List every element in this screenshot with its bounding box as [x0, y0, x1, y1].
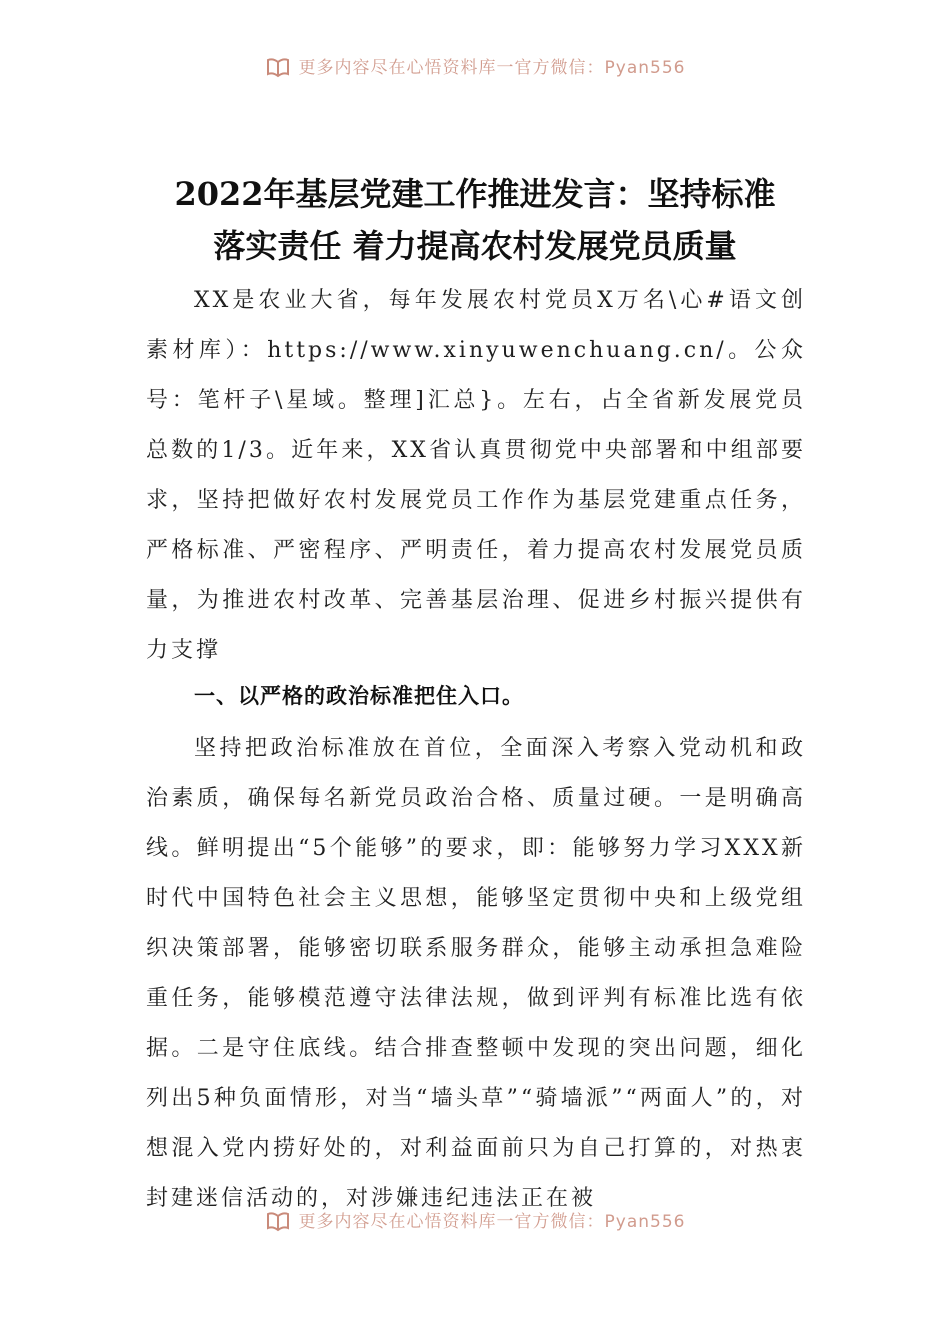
watermark-text: 更多内容尽在心悟资料库一官方微信：Pyan556	[298, 1211, 686, 1232]
watermark-footer	[0, 1210, 950, 1240]
title-line-1: 2022年基层党建工作推进发言：坚持标准	[174, 175, 776, 213]
watermark-header	[0, 56, 950, 86]
book-logo-icon	[265, 56, 291, 78]
intro-paragraph: XX是农业大省，每年发展农村党员X万名\心#语文创素材库）：https://www.xinyuwenchuang.cn/。公众号：笔杆子\星域。整理]汇总}。左右，占全省新发展党员总数的1/3。近年来，XX省认真贯彻党中央部署和中组部要求，坚持把做好农村发展党员工作作为基层党建重点任务，严格标准、严密程序、严明责任，着力提高农村发展党员质量，为推进农村改革、完善基层治理、促进乡村振兴提供有力支撑	[146, 288, 806, 663]
page-title	[100, 168, 850, 272]
book-logo-icon	[265, 1210, 291, 1232]
watermark-text: 更多内容尽在心悟资料库一官方微信：Pyan556	[298, 57, 686, 78]
section-heading: 一、以严格的政治标准把住入口。	[194, 684, 524, 708]
section-paragraph: 坚持把政治标准放在首位，全面深入考察入党动机和政治素质，确保每名新党员政治合格、质量过硬。一是明确高线。鲜明提出“5个能够”的要求，即：能够努力学习XXX新时代中国特色社会主义思想，能够坚定贯彻中央和上级党组织决策部署，能够密切联系服务群众，能够主动承担急难险重任务，能够模范遵守法律法规，做到评判有标准比选有依据。二是守住底线。结合排查整顿中发现的突出问题，细化列出5种负面情形，对当“墙头草”“骑墙派”“两面人”的，对想混入党内捞好处的，对利益面前只为自己打算的，对热衷封建迷信活动的，对涉嫌违纪违法正在被	[146, 736, 806, 1211]
title-line-2: 落实责任 着力提高农村发展党员质量	[213, 227, 737, 265]
